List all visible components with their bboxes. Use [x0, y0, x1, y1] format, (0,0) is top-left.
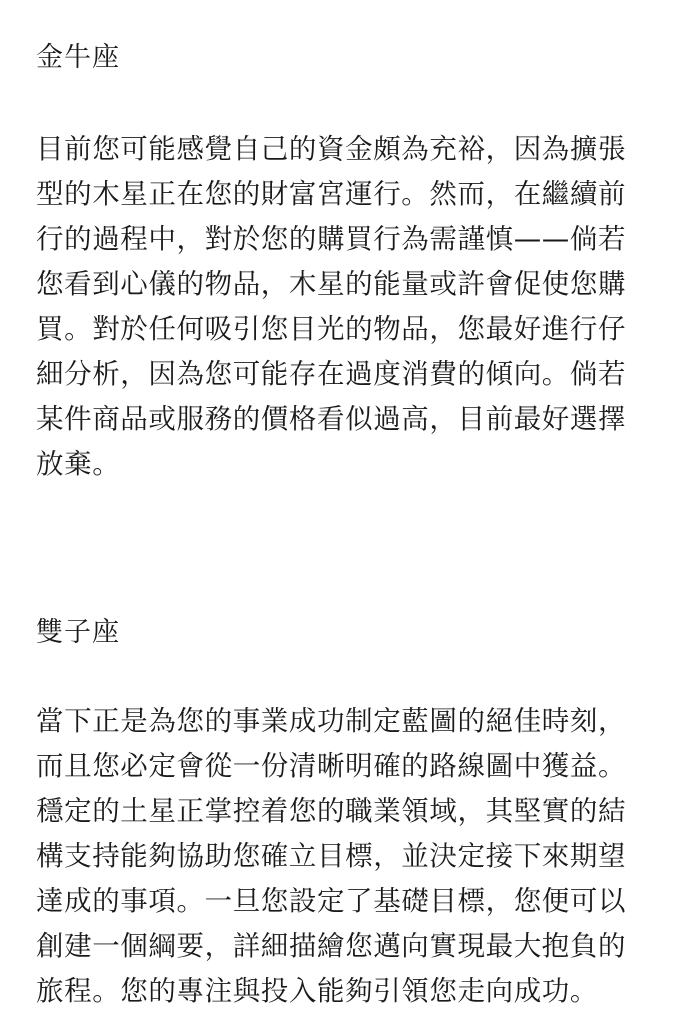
paragraph-line: 而且您必定會從一份清晰明確的路線圖中獲益。	[36, 750, 627, 782]
paragraph-line: 細分析，因為您可能存在過度消費的傾向。倘若	[36, 358, 627, 390]
paragraph-line: 行的過程中，對於您的購買行為需謹慎——倘若	[36, 223, 627, 255]
paragraph-line: 買。對於任何吸引您目光的物品，您最好進行仔	[36, 313, 627, 345]
paragraph-line: 達成的事項。一旦您設定了基礎目標，您便可以	[36, 885, 627, 917]
paragraph-line: 創建一個綱要，詳細描繪您邁向實現最大抱負的	[36, 930, 627, 962]
paragraph-line: 放棄。	[36, 448, 121, 480]
gemini-title: 雙子座	[36, 617, 120, 648]
paragraph-line: 旅程。您的專注與投入能夠引領您走向成功。	[36, 975, 598, 1007]
taurus-title: 金牛座	[36, 42, 120, 73]
gemini-section	[36, 615, 668, 1007]
paragraph-line: 構支持能夠協助您確立目標，並決定接下來期望	[36, 840, 627, 872]
paragraph-line: 目前您可能感覺自己的資金頗為充裕，因為擴張	[36, 133, 627, 165]
taurus-section	[36, 40, 668, 480]
taurus-paragraph	[36, 127, 626, 487]
paragraph-line: 某件商品或服務的價格看似過高，目前最好選擇	[36, 403, 627, 435]
gemini-paragraph	[36, 699, 626, 1014]
paragraph-line: 穩定的土星正掌控着您的職業領域，其堅實的結	[36, 795, 627, 827]
paragraph-line: 當下正是為您的事業成功制定藍圖的絕佳時刻，	[36, 705, 627, 737]
paragraph-line: 型的木星正在您的財富宮運行。然而，在繼續前	[36, 178, 627, 210]
paragraph-line: 您看到心儀的物品，木星的能量或許會促使您購	[36, 268, 627, 300]
